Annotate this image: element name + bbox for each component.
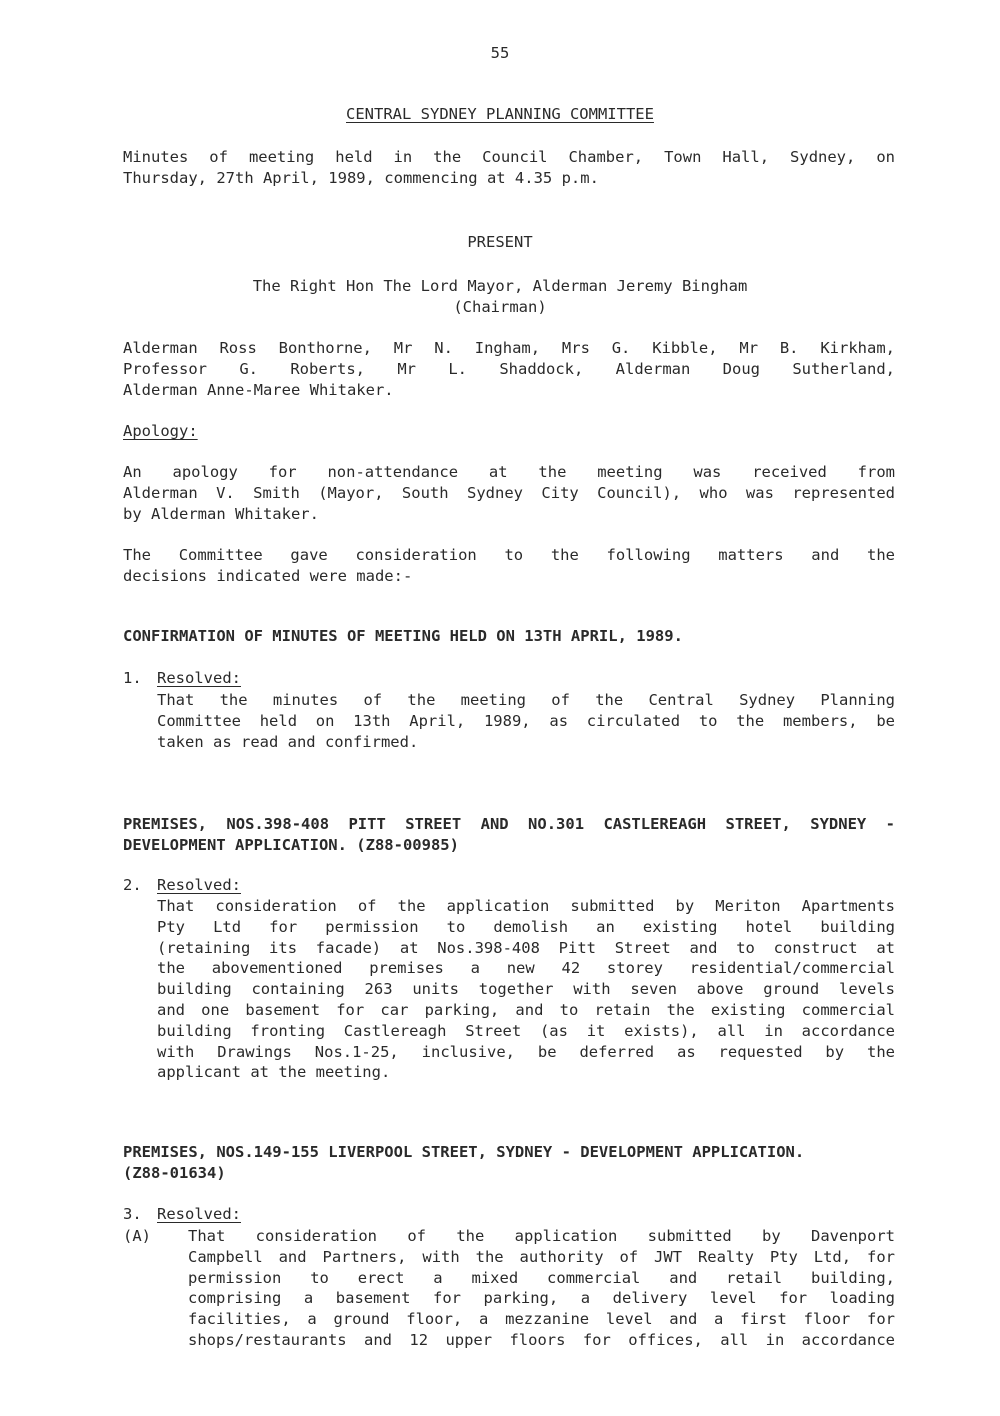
resolution-line: permission to erect a mixed commercial and retail building, (188, 1268, 895, 1287)
resolution-line: That consideration of the application submitted by Davenport (188, 1227, 895, 1245)
resolution-line: (retaining its facade) at Nos.398-408 Pitt Street and to construct at (157, 938, 895, 957)
committee-title: CENTRAL SYDNEY PLANNING COMMITTEE (346, 105, 654, 123)
chair-role: (Chairman) (453, 298, 547, 316)
item-2-resolved-label: Resolved: (157, 876, 241, 894)
resolution-line: Committee held on 13th April, 1989, as circulated to the members, be (157, 711, 895, 730)
item-2-number: 2. (123, 876, 142, 894)
members-line: Alderman Anne-Maree Whitaker. (123, 380, 394, 399)
members-line: Alderman Ross Bonthorne, Mr N. Ingham, Mrs G. Kibble, Mr B. Kirkham, (123, 339, 895, 357)
page-number: 55 (490, 44, 510, 62)
item-1-number: 1. (123, 669, 142, 687)
item-1-resolution (157, 690, 895, 752)
item-3-resolved-label: Resolved: (157, 1205, 241, 1223)
resolution-line: Campbell and Partners, with the authority of JWT Realty Pty Ltd, for (188, 1247, 895, 1266)
consideration-line: The Committee gave consideration to the following matters and the (123, 546, 895, 564)
members-list (123, 338, 895, 400)
present-heading: PRESENT (467, 233, 533, 251)
consideration-line: decisions indicated were made:- (123, 566, 413, 585)
item-1-heading: CONFIRMATION OF MINUTES OF MEETING HELD ON 13TH APRIL, 1989. (123, 627, 683, 645)
consideration-text (123, 545, 895, 587)
chair-line: The Right Hon The Lord Mayor, Alderman Jeremy Bingham (252, 277, 748, 295)
resolution-line: building containing 263 units together with seven above ground levels (157, 980, 895, 999)
resolution-line: taken as read and confirmed. (157, 732, 419, 751)
resolution-line: building fronting Castlereagh Street (as it exists), all in accordance (157, 1021, 895, 1040)
resolution-line: Pty Ltd for permission to demolish an existing hotel building (157, 917, 895, 936)
resolution-line: That consideration of the application submitted by Meriton Apartments (157, 897, 895, 915)
item-2-heading: PREMISES, NOS.398-408 PITT STREET AND NO.301 CASTLEREAGH STREET, SYDNEY - DEVELOPMENT APPLICATION. (Z88-00985) (123, 815, 895, 854)
members-line: Professor G. Roberts, Mr L. Shaddock, Alderman Doug Sutherland, (123, 359, 895, 378)
apology-text (123, 462, 895, 524)
resolution-line: shops/restaurants and 12 upper floors for offices, all in accordance (188, 1330, 895, 1349)
resolution-line: facilities, a ground floor, a mezzanine level and a first floor for (188, 1310, 895, 1329)
meeting-intro (123, 147, 895, 189)
item-3-heading: PREMISES, NOS.149-155 LIVERPOOL STREET, SYDNEY - DEVELOPMENT APPLICATION. (Z88-01634) (123, 1143, 805, 1182)
item-2-resolution (157, 896, 895, 1083)
intro-line: Thursday, 27th April, 1989, commencing at 4.35 p.m. (123, 168, 599, 187)
resolution-line: applicant at the meeting. (157, 1063, 391, 1082)
resolution-line: comprising a basement for parking, a delivery level for loading (188, 1289, 895, 1308)
resolution-line: That the minutes of the meeting of the Central Sydney Planning (157, 691, 895, 709)
item-1-resolved-label: Resolved: (157, 669, 241, 687)
apology-heading: Apology: (123, 422, 198, 440)
apology-line: by Alderman Whitaker. (123, 504, 319, 523)
item-3-resolution (188, 1226, 895, 1351)
item-3-sub-label: (A) (123, 1227, 151, 1245)
resolution-line: the abovementioned premises a new 42 storey residential/commercial (157, 959, 895, 978)
intro-line: Minutes of meeting held in the Council Chamber, Town Hall, Sydney, on (123, 148, 895, 166)
item-3-number: 3. (123, 1205, 142, 1223)
resolution-line: and one basement for car parking, and to retain the existing commercial (157, 1000, 895, 1019)
apology-line: Alderman V. Smith (Mayor, South Sydney City Council), who was represented (123, 483, 895, 502)
resolution-line: with Drawings Nos.1-25, inclusive, be deferred as requested by the (157, 1042, 895, 1061)
apology-line: An apology for non-attendance at the meeting was received from (123, 463, 895, 481)
